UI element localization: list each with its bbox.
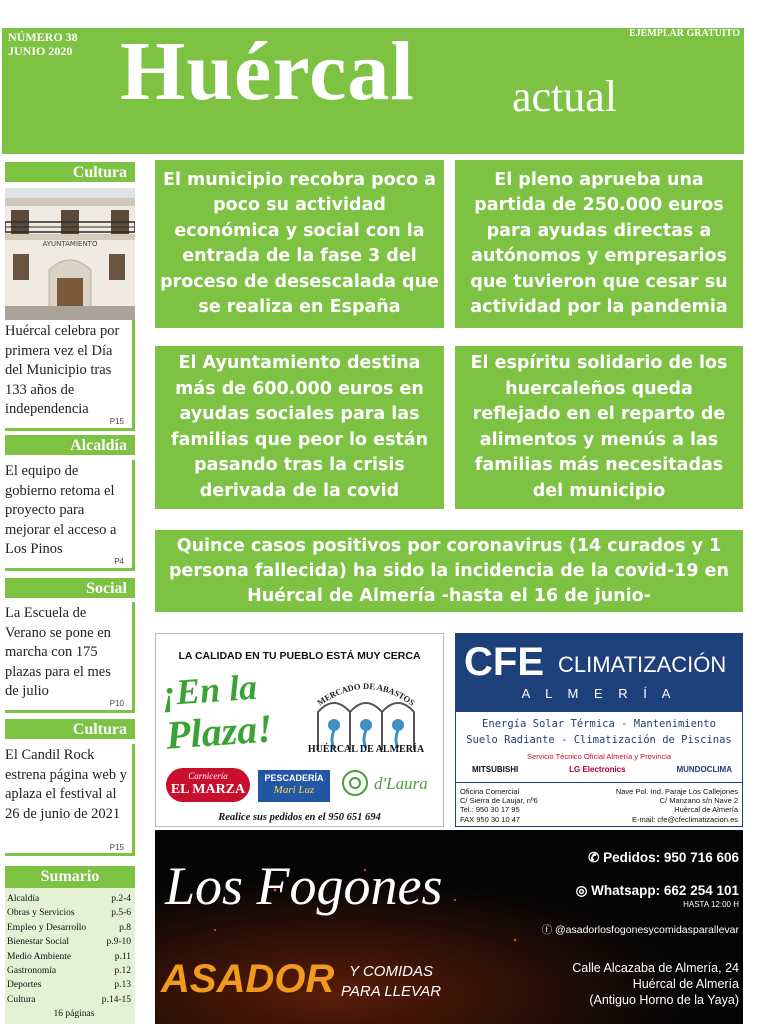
- sidebar-section-cultura-2: Cultura: [5, 719, 135, 739]
- issue-info: [8, 30, 78, 58]
- market-footer: Realice sus pedidos en el 950 651 694: [218, 812, 381, 823]
- sidebar-story-1[interactable]: [5, 320, 135, 431]
- mitsubishi-logo: MITSUBISHI: [472, 765, 519, 774]
- cfe-divider: [456, 782, 742, 783]
- page-ref: P10: [109, 699, 124, 708]
- issue-number: NÚMERO 38: [8, 30, 78, 44]
- headline-1[interactable]: El municipio recobra poco a poco su actividad económica y social con la entrada de la fase 3 del proceso de desescalada que se realiza en España: [155, 160, 444, 328]
- fogones-name: Los Fogones: [165, 856, 443, 916]
- issue-date: JUNIO 2020: [8, 44, 73, 58]
- cfe-service-note: Servicio Técnico Oficial Almería y Provincia: [526, 752, 672, 761]
- headline-3[interactable]: El Ayuntamiento destina más de 600.000 euros en ayudas sociales para las familias que peor lo están pasando tras la crisis derivada de la covid: [155, 346, 444, 509]
- market-arc-text: MERCADO DE ABASTOS: [315, 680, 417, 708]
- sumario: [5, 866, 135, 1024]
- headline-4[interactable]: El espíritu solidario de los huercaleños queda reflejado en el reparto de alimentos y menús a las familias más necesitadas del municipio: [455, 346, 743, 509]
- free-copy-label: EJEMPLAR GRATUITO: [628, 28, 740, 39]
- page-ref: P4: [114, 557, 124, 566]
- flower-icon: [340, 768, 370, 798]
- sidebar-section-cultura: Cultura: [5, 162, 135, 182]
- masthead: [2, 25, 744, 154]
- fogones-address: Calle Alcazaba de Almería, 24 Huércal de Almería (Antiguo Horno de la Yaya): [572, 961, 739, 1007]
- butcher-logo: Carnicería EL MARZA: [166, 768, 250, 802]
- cfe-office: Oficina Comercial C/ Sierra de Laujar, nº6 Tel.: 950 30 17 95 FAX 950 30 10 47: [460, 787, 538, 824]
- facebook-icon: ⓕ: [541, 924, 555, 936]
- sumario-item[interactable]: Empleo y Desarrollo p.8: [7, 922, 131, 933]
- market-place: HUÉRCAL DE ALMERÍA: [307, 744, 425, 755]
- fogones-facebook: ⓕ @asadorlosfogonesycomidasparallevar: [541, 924, 739, 936]
- photo-sign: AYUNTAMIENTO: [42, 240, 98, 248]
- market-headline-1: ¡En la: [160, 666, 259, 714]
- cfe-brand: CFE: [464, 640, 544, 684]
- fogones-ad[interactable]: [155, 830, 743, 1024]
- newspaper-title: Huércal: [120, 25, 415, 118]
- sidebar-section-social: Social: [5, 578, 135, 598]
- sumario-item[interactable]: Medio Ambiente p.11: [7, 951, 131, 962]
- mundoclima-logo: MUNDOCLIMA: [676, 765, 732, 774]
- sumario-item[interactable]: Deportes p.13: [7, 980, 131, 991]
- town-hall-photo: [5, 188, 135, 320]
- sidebar-story-text: El equipo de gobierno retoma el proyecto para mejorar el acceso a Los Pinos: [5, 463, 117, 557]
- lg-logo: LG Electronics: [569, 765, 626, 774]
- sumario-title: Sumario: [5, 866, 135, 888]
- cfe-warehouse: Nave Pol. Ind. Paraje Los Callejones C/ Manzano s/n Nave 2 Huércal de Almería E-mail: cfe@cfeclimatizacion.es: [615, 787, 738, 824]
- fogones-comidas: Y COMIDAS PARA LLEVAR: [341, 963, 442, 1000]
- market-headline-2: Plaza!: [164, 705, 275, 758]
- cfe-word: CLIMATIZACIÓN: [558, 652, 727, 677]
- page-ref: P15: [109, 843, 124, 852]
- newspaper-subtitle: actual: [512, 72, 618, 121]
- sidebar-story-4[interactable]: [5, 744, 135, 856]
- grocer-logo: d'Laura: [340, 768, 438, 802]
- fogones-asador: ASADOR: [161, 957, 335, 1001]
- sumario-item[interactable]: Cultura p.14-15: [7, 994, 131, 1005]
- market-slogan: LA CALIDAD EN TU PUEBLO ESTÁ MUY CERCA: [178, 650, 421, 662]
- whatsapp-icon: ◎: [575, 883, 592, 898]
- headline-5[interactable]: Quince casos positivos por coronavirus (14 curados y 1 persona fallecida) ha sido la incidencia de la covid-19 en Huércal de Almería -hasta el 16 de junio-: [155, 530, 743, 612]
- fogones-whatsapp: ◎ Whatsapp: 662 254 101: [575, 883, 739, 898]
- sumario-item[interactable]: Bienestar Social p.9-10: [7, 937, 131, 948]
- cfe-brand-logos: [472, 765, 732, 774]
- headline-2[interactable]: El pleno aprueba una partida de 250.000 euros para ayudas directas a autónomos y empresarios que tuvieron que cesar su actividad por la pandemia: [455, 160, 743, 328]
- sumario-item[interactable]: Alcaldía p.2-4: [7, 894, 131, 904]
- fogones-orders: ✆ Pedidos: 950 716 606: [588, 850, 739, 865]
- sumario-item[interactable]: Obras y Servicios p.5-6: [7, 908, 131, 919]
- cfe-ad[interactable]: [455, 633, 743, 827]
- cfe-city: A L M E R Í A: [521, 686, 677, 701]
- cfe-banner: [456, 634, 742, 712]
- sidebar-story-3[interactable]: [5, 602, 135, 713]
- sumario-list: [5, 888, 135, 1024]
- cfe-services: Energía Solar Térmica - Mantenimiento Suelo Radiante - Climatización de Piscinas: [466, 718, 732, 746]
- sidebar-story-2[interactable]: [5, 460, 135, 571]
- sidebar-story-text: Huércal celebra por primera vez el Día del Municipio tras 133 años de independencia: [5, 323, 120, 417]
- sumario-item[interactable]: Gastronomía p.12: [7, 966, 131, 977]
- sumario-total: 16 páginas: [53, 1009, 95, 1020]
- phone-icon: ✆: [588, 850, 604, 865]
- market-ad[interactable]: [155, 633, 444, 827]
- sidebar-story-text: El Candil Rock estrena página web y aplaza el festival al 26 de junio de 2021: [5, 747, 127, 822]
- page-ref: P15: [109, 417, 124, 426]
- sidebar-section-alcaldia: Alcaldía: [5, 435, 135, 455]
- fishmonger-logo: PESCADERÍA Mari Luz: [258, 770, 330, 802]
- sidebar-story-text: La Escuela de Verano se pone en marcha con 175 plazas para el mes de julio: [5, 605, 111, 699]
- town-hall-illustration: [5, 188, 135, 320]
- fogones-hours: HASTA 12:00 H: [683, 900, 739, 909]
